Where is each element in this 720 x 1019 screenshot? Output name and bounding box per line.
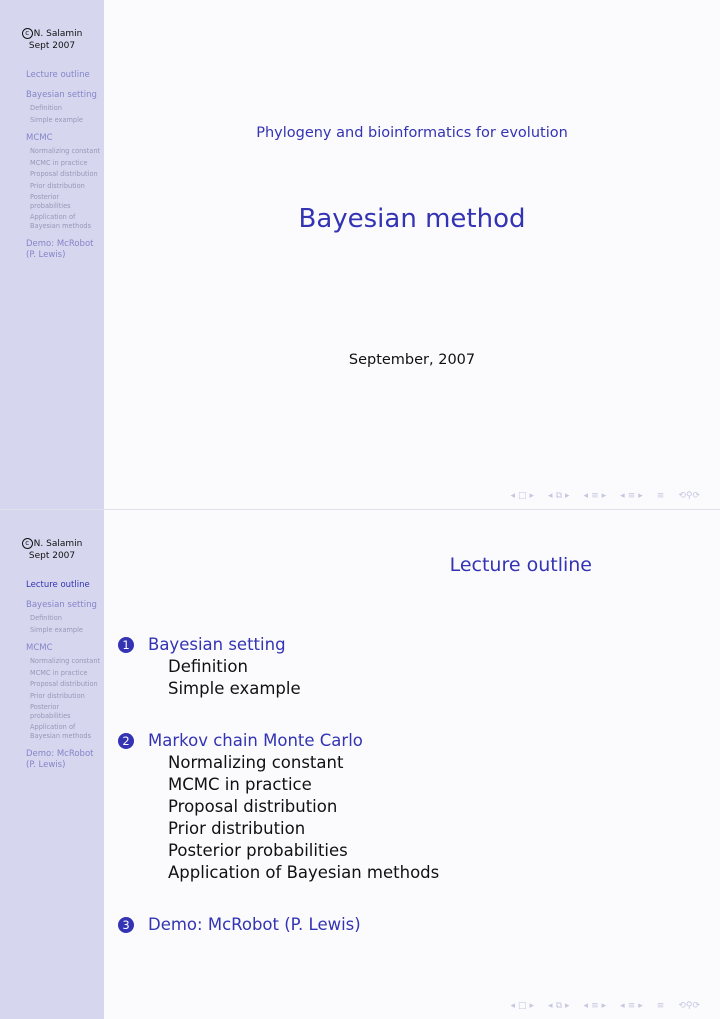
sidebar [0,510,104,1019]
toc-item-application[interactable]: Application of Bayesian methods [168,863,440,882]
beamer-navigation [510,489,700,503]
sidebar-label: Bayesian methods [30,731,92,740]
sidebar-item-mcmc[interactable]: MCMC [26,643,53,653]
presentation-subtitle: Phylogeny and bioinformatics for evolution [256,125,568,141]
outline-slide [0,509,720,1019]
nav-right-icon[interactable]: ▸ [601,1001,607,1011]
nav-right-icon[interactable]: ▸ [638,491,643,501]
toc-section-title: Markov chain Monte Carlo [148,731,363,750]
toc-item-definition[interactable]: Definition [168,657,248,676]
nav-right-icon[interactable]: ▸ [529,491,535,501]
sidebar-label: Application of [30,723,76,731]
sidebar-item-bayesian-setting[interactable]: Bayesian setting [26,90,97,100]
nav-right-icon[interactable]: ▸ [601,491,607,501]
sidebar-item-mcmc[interactable]: MCMC [26,133,53,143]
sidebar-item-lecture-outline[interactable]: Lecture outline [26,580,90,590]
sidebar-item-posterior-probabilities[interactable] [30,193,104,210]
table-of-contents [118,634,439,936]
sidebar-item-simple-example[interactable]: Simple example [30,115,83,124]
sidebar-item-proposal-distribution[interactable]: Proposal distribution [30,170,98,178]
sidebar-label: probabilities [30,711,71,720]
sidebar-item-definition[interactable]: Definition [30,104,62,112]
sidebar-item-definition[interactable]: Definition [30,614,62,622]
sidebar-label: Posterior [30,703,60,711]
nav-left-icon[interactable]: ◂ [548,491,553,501]
section-number-badge: 2 [118,733,134,749]
sidebar-item-application[interactable] [30,213,104,230]
sidebar-item-normalizing-constant[interactable]: Normalizing constant [30,657,101,665]
sidebar-item-demo[interactable] [26,239,104,261]
sidebar-label: Demo: McRobot [26,239,94,249]
subsection-icon[interactable]: ⧉ [555,1001,563,1011]
sidebar-label: Demo: McRobot [26,749,94,759]
nav-right-icon[interactable]: ▸ [638,1001,643,1011]
sidebar-item-lecture-outline[interactable]: Lecture outline [26,70,90,80]
toc-item-proposal-distribution[interactable]: Proposal distribution [168,797,338,816]
align-icon[interactable]: ≡ [656,1001,665,1011]
frame-icon[interactable]: □ [518,491,527,501]
nav-left-icon[interactable]: ◂ [620,491,625,501]
author-block [0,538,104,562]
toc-item-prior-distribution[interactable]: Prior distribution [168,819,306,838]
nav-right-icon[interactable]: ▸ [565,491,570,501]
toc-item-mcmc-in-practice[interactable]: MCMC in practice [168,775,312,794]
toc-item-normalizing-constant[interactable]: Normalizing constant [168,753,344,772]
nav-left-icon[interactable]: ◂ [510,1001,515,1011]
sidebar-item-application[interactable] [30,723,104,740]
sidebar-item-normalizing-constant[interactable]: Normalizing constant [30,147,101,155]
nav-left-icon[interactable]: ◂ [583,491,589,501]
author-name: N. Salamin [33,539,83,549]
copyright-icon: c [22,538,33,549]
sidebar-item-prior-distribution[interactable]: Prior distribution [30,181,85,190]
nav-right-icon[interactable]: ▸ [529,1001,535,1011]
sidebar-item-proposal-distribution[interactable]: Proposal distribution [30,680,98,688]
toc-item-posterior-probabilities[interactable]: Posterior probabilities [168,841,348,860]
nav-left-icon[interactable]: ◂ [510,491,515,501]
author-date: Sept 2007 [28,41,76,51]
presentation-title: Bayesian method [298,204,526,234]
nav-left-icon[interactable]: ◂ [620,1001,625,1011]
sidebar-label: Application of [30,213,76,221]
sidebar-item-demo[interactable] [26,749,104,771]
frame-icon[interactable]: □ [518,1001,527,1011]
nav-left-icon[interactable]: ◂ [583,1001,589,1011]
section-icon[interactable]: ≡ [591,491,599,501]
sidebar-label: probabilities [30,201,71,210]
nav-right-icon[interactable]: ▸ [565,1001,570,1011]
align-icon[interactable]: ≡ [656,491,665,501]
sidebar-nav [26,580,104,771]
presentation-date: September, 2007 [348,352,476,368]
section-number-badge: 1 [118,637,134,653]
nav-left-icon[interactable]: ◂ [548,1001,553,1011]
author-name: N. Salamin [33,29,83,39]
sidebar-item-bayesian-setting[interactable]: Bayesian setting [26,600,97,610]
section-icon[interactable]: ≡ [627,1001,636,1011]
sidebar-item-posterior-probabilities[interactable] [30,703,104,720]
toc-section-2[interactable] [118,730,439,752]
sidebar-item-simple-example[interactable]: Simple example [30,625,83,634]
sidebar-label: (P. Lewis) [26,250,66,260]
frame-title: Lecture outline [449,554,592,576]
beamer-navigation [510,999,700,1013]
sidebar-item-prior-distribution[interactable]: Prior distribution [30,691,85,700]
sidebar-item-mcmc-in-practice[interactable]: MCMC in practice [30,668,88,677]
search-icon[interactable]: ⟲⚲⟳ [678,491,700,501]
section-number-badge: 3 [118,917,134,933]
sidebar-label: (P. Lewis) [26,760,66,770]
toc-section-1[interactable] [118,634,439,656]
subsection-icon[interactable]: ⧉ [555,491,563,501]
toc-section-3[interactable] [118,914,439,936]
sidebar-label: Posterior [30,193,60,201]
copyright-icon: c [22,28,33,39]
author-block [0,28,104,52]
toc-item-simple-example[interactable]: Simple example [168,679,301,698]
sidebar [0,0,104,509]
sidebar-nav [26,70,104,261]
section-icon[interactable]: ≡ [591,1001,599,1011]
toc-section-title: Demo: McRobot (P. Lewis) [148,915,361,934]
title-slide [0,0,720,509]
sidebar-label: Bayesian methods [30,221,92,230]
section-icon[interactable]: ≡ [627,491,636,501]
search-icon[interactable]: ⟲⚲⟳ [678,1001,700,1011]
sidebar-item-mcmc-in-practice[interactable]: MCMC in practice [30,158,88,167]
toc-section-title: Bayesian setting [148,635,286,654]
author-date: Sept 2007 [28,551,76,561]
